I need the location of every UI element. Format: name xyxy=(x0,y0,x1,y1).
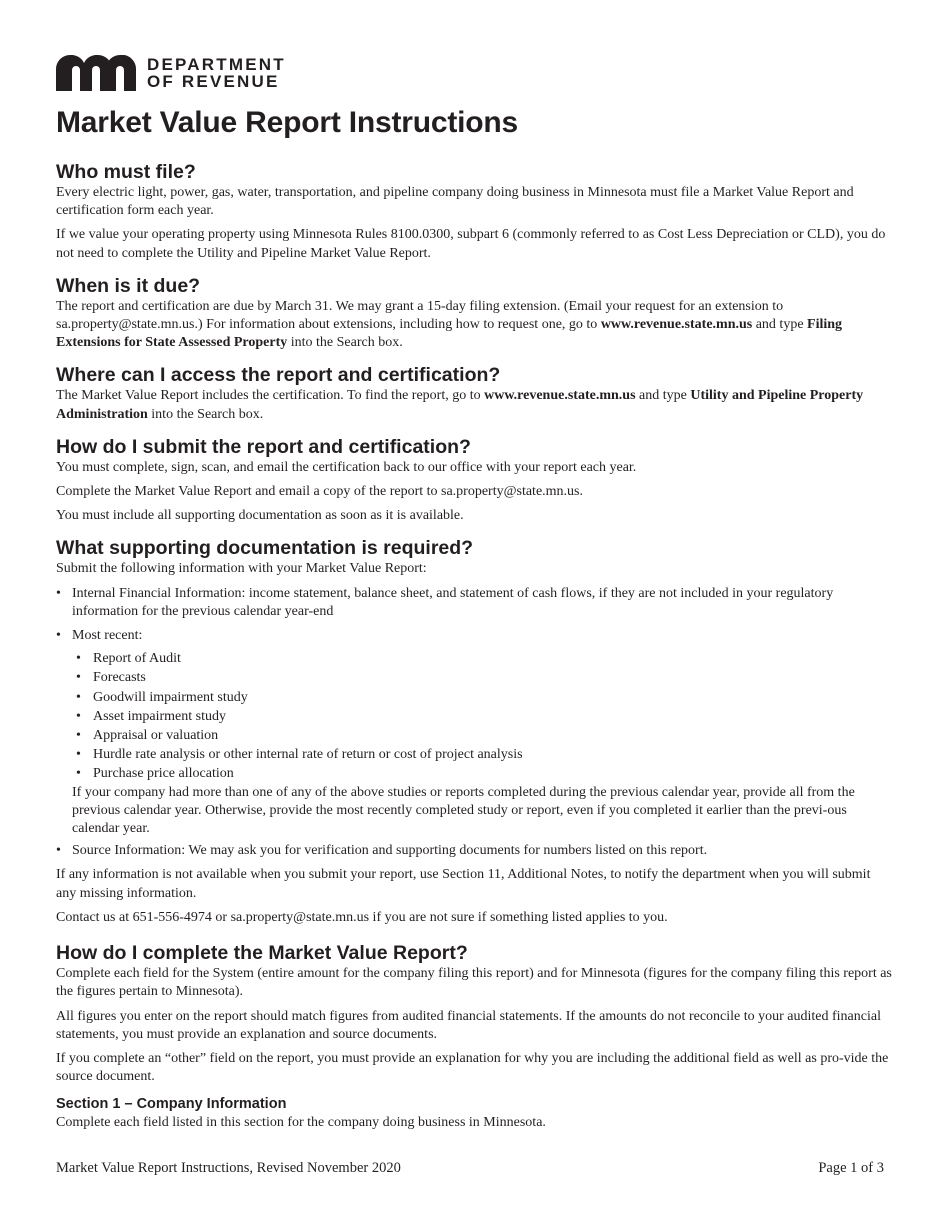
section-who-must-file xyxy=(56,160,894,263)
where-text-b: and type xyxy=(635,388,691,404)
list-item: • Internal Financial Information: income statement, balance sheet, and statement of cash flows, if they are not included in your regulatory information for the previous calendar year-end xyxy=(56,585,894,621)
logo-line-1: DEPARTMENT xyxy=(147,55,286,74)
complete-paragraph-1: Complete each field for the System (entire amount for the company filing this report) and for Minnesota (figures for the company filing this report as the figures pertain to Minnesota). xyxy=(56,966,892,1000)
heading-where-access: Where can I access the report and certification? xyxy=(56,364,501,387)
most-recent-sublist xyxy=(56,649,894,783)
section-how-complete xyxy=(56,941,894,1132)
sub-list-item: • Forecasts xyxy=(56,668,894,687)
logo-wordmark xyxy=(147,56,286,90)
heading-section-1: Section 1 – Company Information xyxy=(56,1096,287,1113)
when-text-a: The report and certification are due by March 31. We may grant a 15-day filing extension. (Email your request for an extension to sa.property@state.mn.us.) For information about extensions, including how to request one, go to xyxy=(56,298,784,333)
docs-list xyxy=(56,585,894,861)
heading-when-due: When is it due? xyxy=(56,274,201,297)
footer-page-number: Page 1 of 3 xyxy=(818,1160,884,1176)
revenue-website-link[interactable]: www.revenue.state.mn.us xyxy=(600,317,753,333)
when-text-b: and type xyxy=(752,317,808,333)
where-paragraph xyxy=(56,387,894,423)
page-footer xyxy=(56,1160,884,1177)
when-text-c: into the Search box. xyxy=(287,335,403,351)
when-paragraph xyxy=(56,298,894,353)
section-how-submit xyxy=(56,435,894,526)
document-body xyxy=(56,160,894,1133)
search-term-utility-pipeline: Utility and Pipeline Property Administration xyxy=(56,388,864,422)
list-item: • Source Information: We may ask you for verification and supporting documents for numbers listed on this report. xyxy=(56,842,894,860)
where-text-a: The Market Value Report includes the certification. To find the report, go to xyxy=(56,388,485,404)
who-paragraph-2: If we value your operating property using Minnesota Rules 8100.0300, subpart 6 (commonly referred to as Cost Less Depreciation or CLD), you do not need to complete the Utility and Pipeline Market Value Report. xyxy=(56,227,886,261)
page-title: Market Value Report Instructions xyxy=(56,106,519,139)
list-item: • Most recent: xyxy=(56,627,894,645)
sub-list-item: • Goodwill impairment study xyxy=(56,688,894,707)
submit-paragraph-3: You must include all supporting documentation as soon as it is available. xyxy=(56,508,464,524)
where-text-c: into the Search box. xyxy=(147,406,264,422)
section-when-due xyxy=(56,274,894,353)
docs-missing-info: If any information is not available when you submit your report, use Section 11, Additional Notes, to notify the department when you will submit any missing information. xyxy=(56,867,871,901)
complete-paragraph-2: All figures you enter on the report should match figures from audited financial statements. If the amounts do not reconcile to your audited financial statements, you must provide an explanation and source documents. xyxy=(56,1008,881,1042)
section-1-paragraph: Complete each field listed in this section for the company doing business in Minnesota. xyxy=(56,1115,546,1131)
docs-contact: Contact us at 651-556-4974 or sa.property@state.mn.us if you are not sure if something listed applies to you. xyxy=(56,909,668,925)
docs-intro: Submit the following information with your Market Value Report: xyxy=(56,561,427,577)
sub-list-item: • Hurdle rate analysis or other internal rate of return or cost of project analysis xyxy=(56,745,894,764)
docs-note: If your company had more than one of any of the above studies or reports completed during the previous calendar year, provide all from the previous calendar year. Otherwise, provide the most recently completed study or report, even if you completed it earlier than the previ-ous calendar year. xyxy=(72,784,855,837)
sub-list-item: • Report of Audit xyxy=(56,649,894,668)
heading-how-complete: How do I complete the Market Value Report? xyxy=(56,942,468,965)
submit-paragraph-1: You must complete, sign, scan, and email the certification back to our office with your report each year. xyxy=(56,459,637,475)
submit-paragraph-2: Complete the Market Value Report and email a copy of the report to sa.property@state.mn.us. xyxy=(56,484,583,500)
revenue-website-link[interactable]: www.revenue.state.mn.us xyxy=(484,388,636,404)
sub-list-item: • Purchase price allocation xyxy=(56,764,894,783)
search-term-filing-extensions: Filing Extensions for State Assessed Property xyxy=(56,317,843,351)
sub-list-item: • Appraisal or valuation xyxy=(56,726,894,745)
footer-document-title: Market Value Report Instructions, Revised November 2020 xyxy=(56,1160,401,1176)
heading-who-must-file: Who must file? xyxy=(56,161,196,183)
who-paragraph-1: Every electric light, power, gas, water, transportation, and pipeline company doing business in Minnesota must file a Market Value Report and certification form each year. xyxy=(56,185,854,219)
sub-list-item: • Asset impairment study xyxy=(56,707,894,726)
mn-logo-icon xyxy=(56,55,136,91)
heading-how-submit: How do I submit the report and certification? xyxy=(56,435,471,458)
section-supporting-docs xyxy=(56,536,894,927)
logo-line-2: OF REVENUE xyxy=(147,72,280,91)
heading-supporting-docs: What supporting documentation is required? xyxy=(56,537,474,560)
department-logo xyxy=(56,54,286,92)
complete-paragraph-3: If you complete an “other” field on the report, you must provide an explanation for why you are including the additional field as well as pro-vide the source document. xyxy=(56,1050,889,1085)
section-where-access xyxy=(56,363,894,423)
